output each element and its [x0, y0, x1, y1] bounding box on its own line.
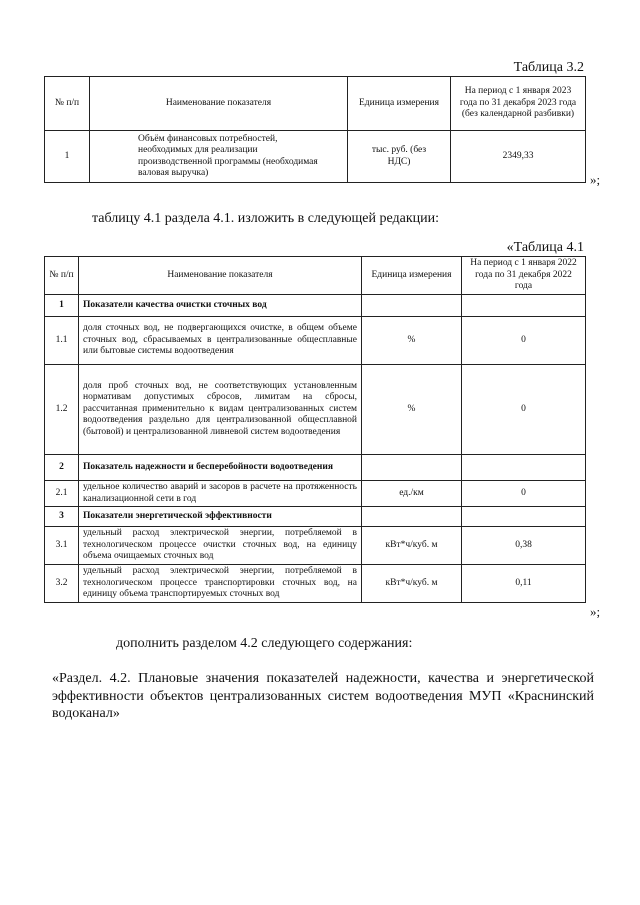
header-num: № п/п: [45, 77, 90, 131]
cell-name: Показатели энергетической эффективности: [79, 507, 362, 527]
cell-unit: ед./км: [362, 481, 462, 507]
cell-value: [462, 295, 586, 317]
cell-value: [462, 455, 586, 481]
cell-num: 3.1: [45, 527, 79, 565]
cell-name: Показатели качества очистки сточных вод: [79, 295, 362, 317]
cell-value: 0,11: [462, 565, 586, 603]
cell-value: 0,38: [462, 527, 586, 565]
cell-name: доля проб сточных вод, не соответствующих установленным нормативам допустимых сбросов, лимитам на сбросы, рассчитанная применительно к видам централизованных систем водоотведения раздельно для централизованной общесплавной (бытовой) и централизованной ливневой систем водоотведения: [79, 365, 362, 455]
header-period: На период с 1 января 2022 года по 31 декабря 2022 года: [462, 257, 586, 295]
table-header-row: [45, 77, 586, 131]
cell-value: 2349,33: [451, 131, 586, 183]
header-unit: Единица измерения: [362, 257, 462, 295]
cell-num: 3.2: [45, 565, 79, 603]
cell-unit: %: [362, 365, 462, 455]
table-section-row: [45, 295, 586, 317]
cell-num: 2.1: [45, 481, 79, 507]
cell-unit: тыс. руб. (без НДС): [348, 131, 451, 183]
table-section-row: [45, 455, 586, 481]
table-row: [45, 365, 586, 455]
cell-num: 1: [45, 131, 90, 183]
instruction-text-2: дополнить разделом 4.2 следующего содержания:: [116, 636, 413, 651]
table-row: [45, 565, 586, 603]
table-section-row: [45, 507, 586, 527]
table-4-1-caption: «Таблица 4.1: [506, 240, 584, 255]
cell-unit: кВт*ч/куб. м: [362, 565, 462, 603]
header-num: № п/п: [45, 257, 79, 295]
cell-num: 2: [45, 455, 79, 481]
table-4-1: [44, 256, 586, 603]
cell-name: Показатель надежности и бесперебойности водоотведения: [79, 455, 362, 481]
cell-num: 3: [45, 507, 79, 527]
cell-name: удельный расход электрической энергии, потребляемой в технологическом процессе очистки сточных вод, на единицу объема очищаемых сточных вод: [79, 527, 362, 565]
cell-num: 1: [45, 295, 79, 317]
cell-value: 0: [462, 365, 586, 455]
cell-unit: кВт*ч/куб. м: [362, 527, 462, 565]
cell-name: удельный расход электрической энергии, потребляемой в технологическом процессе транспортировки сточных вод, на единицу объема транспортируемых сточных вод: [79, 565, 362, 603]
cell-unit: [362, 507, 462, 527]
table-row: [45, 131, 586, 183]
table-3-2: [44, 76, 586, 183]
cell-unit: [362, 455, 462, 481]
cell-unit: %: [362, 317, 462, 365]
table-row: [45, 317, 586, 365]
table-row: [45, 527, 586, 565]
cell-num: 1.1: [45, 317, 79, 365]
cell-value: 0: [462, 481, 586, 507]
cell-name: Объём финансовых потребностей, необходимых для реализации производственной программы (необходимая валовая выручка): [90, 131, 348, 183]
table-3-2-closing: »;: [590, 172, 601, 187]
cell-unit: [362, 295, 462, 317]
header-period: На период с 1 января 2023 года по 31 декабря 2023 года (без календарной разбивки): [451, 77, 586, 131]
table-row: [45, 481, 586, 507]
header-unit: Единица измерения: [348, 77, 451, 131]
header-name: Наименование показателя: [90, 77, 348, 131]
cell-value: [462, 507, 586, 527]
cell-value: 0: [462, 317, 586, 365]
table-header-row: [45, 257, 586, 295]
section-4-2-heading: «Раздел. 4.2. Плановые значения показателей надежности, качества и энергетической эффективности объектов централизованных систем водоотведения МУП «Краснинский водоканал»: [52, 671, 594, 721]
table-4-1-closing: »;: [590, 604, 601, 619]
table-3-2-caption: Таблица 3.2: [513, 60, 584, 75]
cell-name: доля сточных вод, не подвергающихся очистке, в общем объеме сточных вод, сбрасываемых в централизованные общесплавные или бытовые системы водоотведения: [79, 317, 362, 365]
cell-num: 1.2: [45, 365, 79, 455]
header-name: Наименование показателя: [79, 257, 362, 295]
cell-name: удельное количество аварий и засоров в расчете на протяженность канализационной сети в год: [79, 481, 362, 507]
instruction-text-1: таблицу 4.1 раздела 4.1. изложить в следующей редакции:: [92, 211, 440, 226]
